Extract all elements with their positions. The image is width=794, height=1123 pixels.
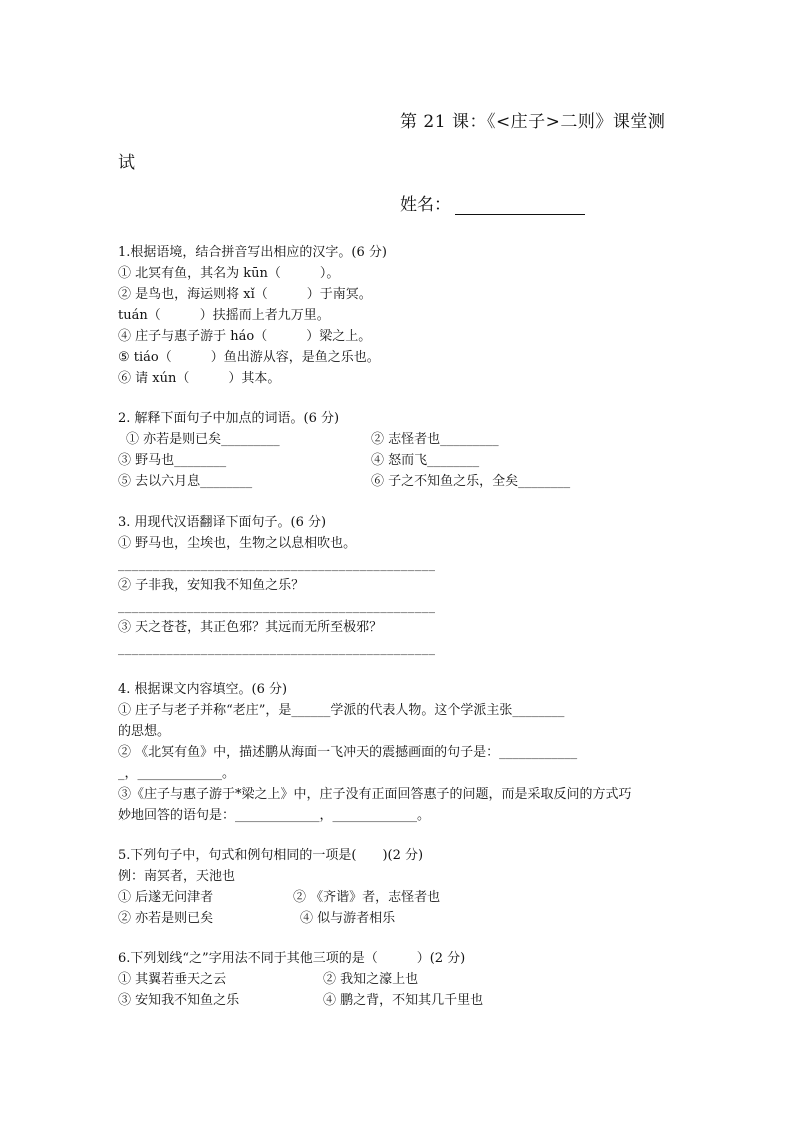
question-5 (118, 845, 678, 929)
question-5-example: 例：南冥者，天池也 (118, 869, 236, 884)
question-5-option[interactable]: ② 亦若是则已矣 (118, 911, 214, 926)
question-4-line: ③《庄子与惠子游于*梁之上》中，庄子没有正面回答惠子的问题，而是采取反问的方式巧 (118, 787, 632, 802)
question-5-option[interactable]: ② 《齐谐》者，志怪者也 (293, 890, 441, 905)
answer-line[interactable]: ______________________________________________ (118, 641, 436, 656)
question-4-line: 妙地回答的语句是：_____________，_____________。 (118, 808, 431, 823)
question-6-option[interactable]: ③ 安知我不知鱼之乐 (118, 993, 240, 1008)
question-4-heading: 4. 根据课文内容填空。(6 分) (118, 682, 288, 697)
question-3-heading: 3. 用现代汉语翻译下面句子。(6 分) (118, 515, 327, 530)
question-6-option[interactable]: ① 其翼若垂天之云 (118, 972, 227, 987)
page-title-line2: 试 (118, 153, 135, 173)
question-1-item: tuán（ ）扶摇而上者九万里。 (118, 308, 330, 323)
question-2-row (118, 450, 678, 471)
question-1-item: ⑥ 请 xún（ ）其本。 (118, 371, 281, 386)
question-1-item: ① 北冥有鱼，其名为 kūn（ ）。 (118, 266, 340, 281)
question-4-line: ① 庄子与老子并称“老庄”，是______学派的代表人物。这个学派主张________ (118, 703, 565, 718)
answer-line[interactable]: ______________________________________________ (118, 599, 436, 614)
question-2-item: ③ 野马也________ (118, 453, 227, 468)
question-6-row (118, 990, 678, 1011)
question-4-line: ② 《北冥有鱼》中，描述鹏从海面一飞冲天的震撼画面的句子是：____________ (118, 745, 578, 760)
question-5-heading: 5.下列句子中，句式和例句相同的一项是( )(2 分) (118, 848, 424, 863)
question-1-item: ② 是鸟也，海运则将 xǐ（ ）于南冥。 (118, 287, 372, 302)
question-6-row (118, 969, 678, 990)
question-2-heading: 2. 解释下面句子中加点的词语。(6 分) (118, 411, 340, 426)
question-2-row (118, 471, 678, 492)
question-6-heading: 6.下列划线“之”字用法不同于其他三项的是（ ）(2 分) (118, 951, 466, 966)
question-2-item: ⑤ 去以六月息________ (118, 474, 253, 489)
question-2-row (118, 429, 678, 450)
question-2-item: ① 亦若是则已矣_________ (126, 432, 280, 447)
page-title-line1: 第 21 课：《<庄子>二则》课堂测 (400, 112, 666, 132)
question-5-option[interactable]: ① 后遂无问津者 (118, 890, 214, 905)
question-4-line: _，_____________。 (118, 766, 236, 781)
question-2-item: ④ 怒而飞________ (371, 453, 480, 468)
question-6 (118, 948, 678, 1011)
question-3-item: ① 野马也，尘埃也，生物之以息相吹也。 (118, 536, 357, 551)
question-5-row (118, 908, 678, 929)
question-1-item: ④ 庄子与惠子游于 háo（ ）梁之上。 (118, 329, 372, 344)
answer-line[interactable]: ______________________________________________ (118, 557, 436, 572)
question-4 (118, 679, 678, 826)
question-5-option[interactable]: ④ 似与游者相乐 (300, 911, 396, 926)
question-1 (118, 242, 678, 389)
question-1-item: ⑤ tiáo（ ）鱼出游从容，是鱼之乐也。 (118, 350, 380, 365)
question-3 (118, 512, 678, 659)
question-6-option[interactable]: ④ 鹏之背，不知其几千里也 (323, 993, 484, 1008)
question-2 (118, 408, 678, 492)
question-2-item: ② 志怪者也_________ (371, 432, 499, 447)
question-3-item: ② 子非我，安知我不知鱼之乐？ (118, 578, 305, 593)
question-5-row (118, 887, 678, 908)
name-field-row (400, 190, 585, 215)
question-1-heading: 1.根据语境，结合拼音写出相应的汉字。(6 分) (118, 245, 387, 260)
name-blank[interactable] (455, 198, 585, 215)
question-2-item: ⑥ 子之不知鱼之乐，全矣________ (371, 474, 571, 489)
question-6-option[interactable]: ② 我知之濠上也 (323, 972, 419, 987)
question-3-item: ③ 天之苍苍，其正色邪？其远而无所至极邪？ (118, 620, 383, 635)
question-4-line: 的思想。 (118, 724, 171, 739)
name-label: 姓名： (400, 195, 451, 215)
